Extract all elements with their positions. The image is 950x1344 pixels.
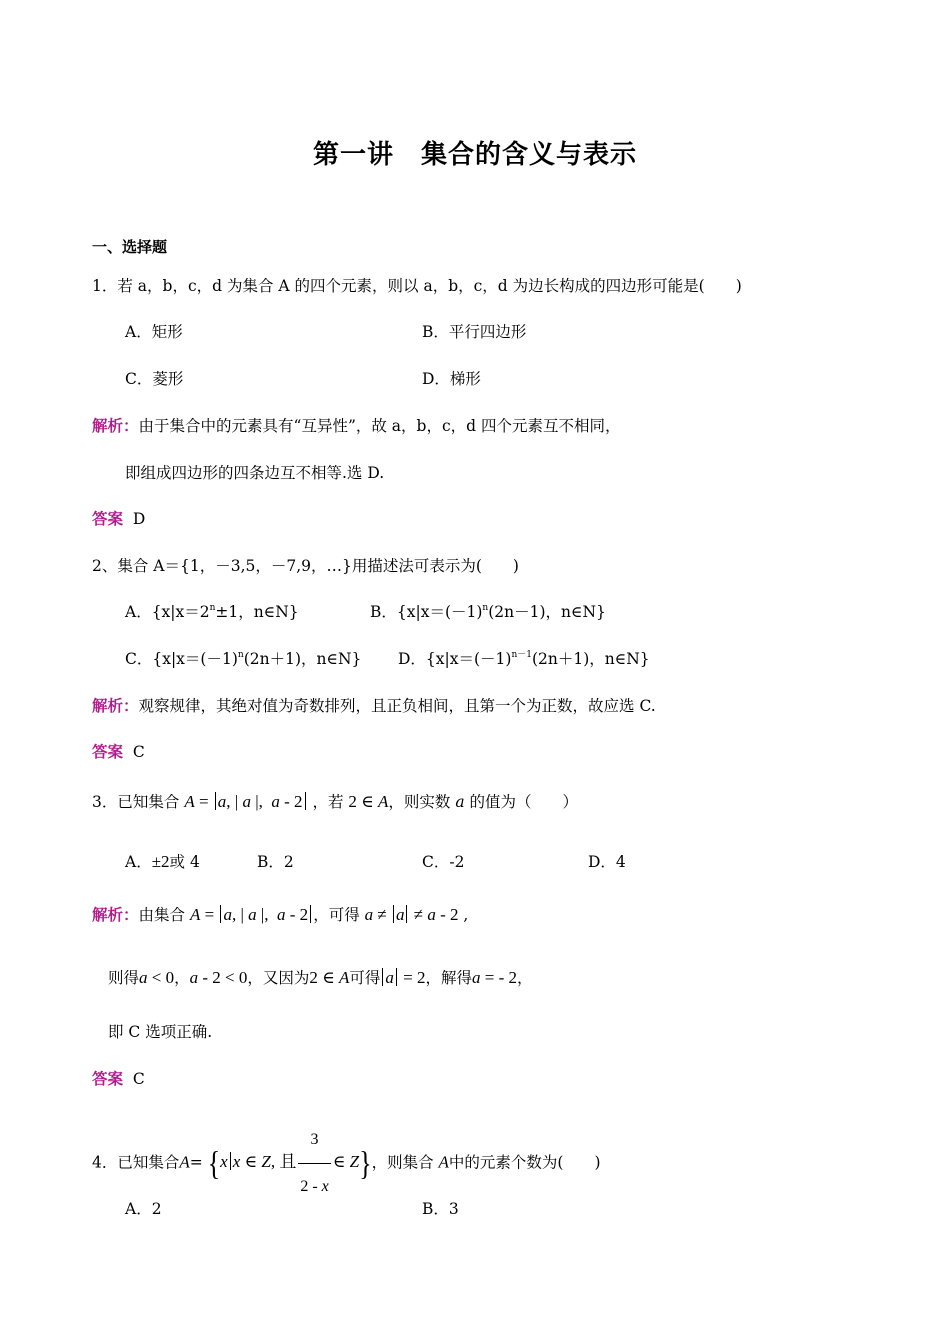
q3-option-d: D．4 (588, 853, 626, 871)
q1-option-d: D．梯形 (422, 370, 481, 388)
q2-stem: 2、集合 A＝{1，－3,5，－7,9，…}用描述法可表示为( ) (92, 557, 519, 575)
q3-answer-value: C (132, 1070, 145, 1088)
q3-analysis-line3: 即 C 选项正确. (108, 1023, 213, 1041)
q2-option-d: D．{$x|x=(-1)^{n-1}(2n+1)$，n∈N} (398, 650, 650, 668)
q2-option-c: C．{$x|x=(-1)^n(2n+1)$，n∈N} (125, 650, 362, 668)
answer-label: 答案 (92, 1070, 124, 1088)
q1-option-c: C．菱形 (125, 370, 184, 388)
q3-analysis-line2: 则得a < 0，a - 2 < 0，又因为2 ∈ A可得 a = 2，解得a = - 2， (108, 968, 533, 987)
q1-option-a: A．矩形 (125, 323, 183, 341)
q2-answer (92, 740, 145, 762)
q4-set-formula: {x x ∈ Z, 且 $\frac{3}{2 - x}$ ∈ Z} (208, 1152, 372, 1171)
q3-option-c: C．-2 (422, 853, 465, 871)
q2-answer-value: C (132, 743, 145, 761)
q4-stem: 4．已知集合A= {x x ∈ Z, 且 $\frac{3}{2 - x}$ ∈ Z}，则集合 A中的元素个数为( ) (92, 1117, 601, 1210)
page-title: 第一讲 集合的含义与表示 (312, 140, 637, 170)
q3-analysis: 解析：由集合 A = a, | a |, a - 2 ，可得 a ≠ a ≠ a - 2 , (92, 905, 469, 924)
analysis-label: 解析： (92, 697, 139, 715)
q2-analysis (92, 694, 656, 716)
answer-label: 答案 (92, 743, 124, 761)
q3-set-formula: A = a, | a |, a - 2 (184, 792, 307, 811)
q2-option-a: A．{$x|x=2^n\pm 1$，n∈N} (125, 603, 299, 621)
answer-label: 答案 (92, 510, 124, 528)
q1-answer-value: D (132, 510, 146, 528)
analysis-label: 解析： (92, 906, 139, 924)
q1-option-b: B．平行四边形 (422, 323, 527, 341)
q3-analysis-inequality: a ≠ a ≠ a - 2 (364, 905, 459, 924)
q3-analysis-set: A = a, | a |, a - 2 (190, 905, 313, 924)
q1-analysis (92, 414, 621, 436)
q3-option-b: B．2 (257, 853, 294, 871)
q3-answer (92, 1067, 145, 1089)
section-heading: 一、选择题 (92, 238, 168, 256)
q2-option-b: B．{$x|x=(-1)^n(2n-1)$，n∈N} (370, 603, 606, 621)
q1-analysis-line2: 即组成四边形的四条边互不相等.选 D. (125, 464, 385, 482)
analysis-label: 解析： (92, 417, 139, 435)
q1-analysis-text: 由于集合中的元素具有“互异性”，故 a，b，c，d 四个元素互不相同， (138, 417, 621, 435)
q2-analysis-text: 观察规律，其绝对值为奇数排列，且正负相间，且第一个为正数，故应选 C. (138, 697, 656, 715)
q3-stem: 3．已知集合 A = a, | a |, a - 2 ，若 2 ∈ A，则实数 a 的值为（ ） (92, 792, 579, 811)
q1-answer (92, 507, 145, 529)
q3-condition-formula: 2 ∈ A (348, 792, 389, 811)
q3-option-a: A．±2或 4 (125, 852, 200, 871)
q4-option-b: B．3 (422, 1200, 459, 1218)
q4-option-a: A．2 (125, 1200, 162, 1218)
q1-stem: 1．若 a，b，c，d 为集合 A 的四个元素，则以 a，b，c，d 为边长构成的四边形可能是( ) (92, 277, 742, 295)
